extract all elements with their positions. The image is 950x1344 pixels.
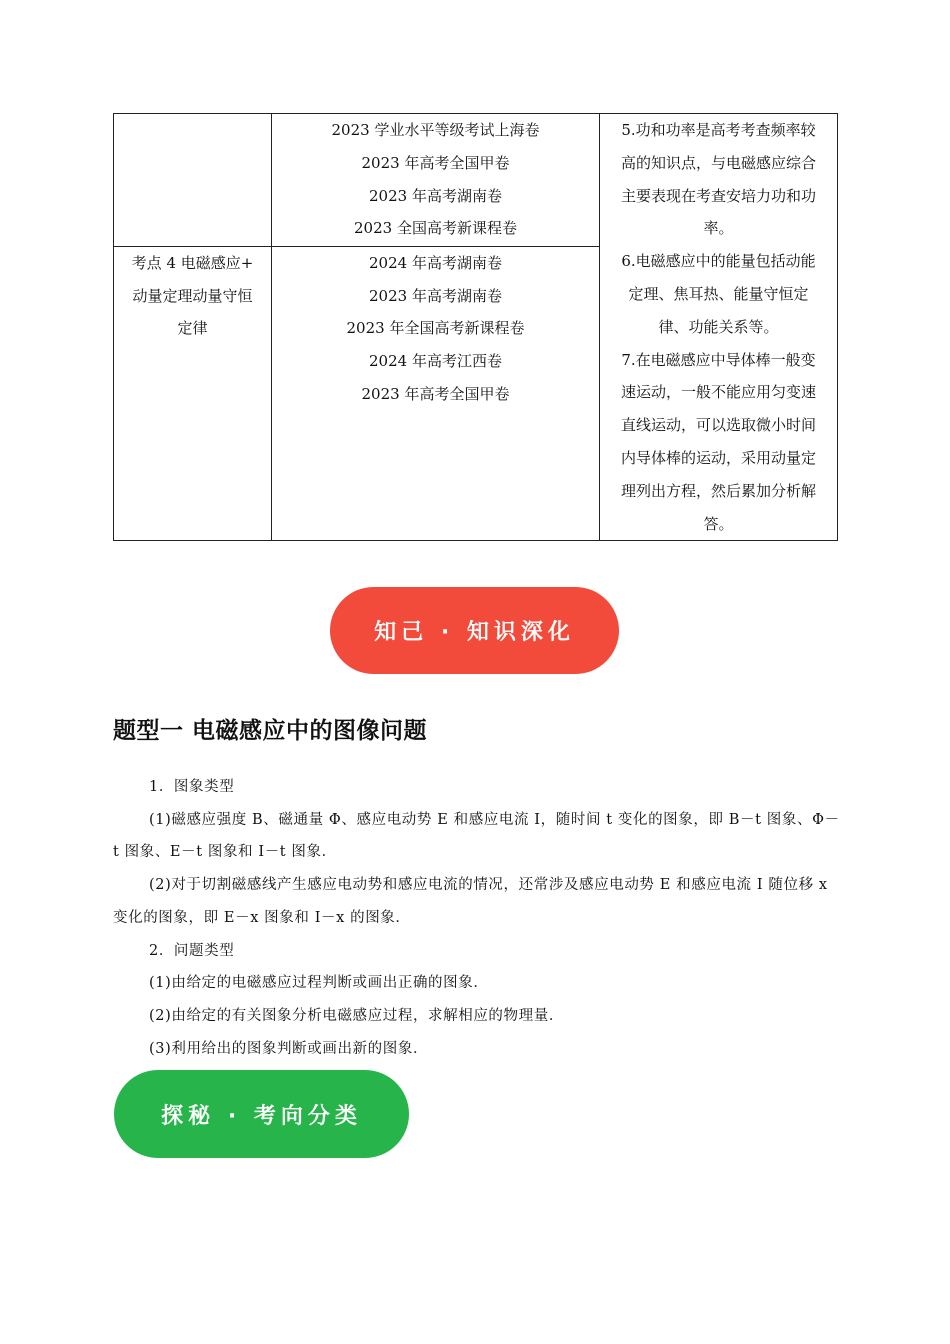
knowledge-banner-label: 知己 · 知识深化 [374,620,575,645]
paragraph: (1)由给定的电磁感应过程判断或画出正确的图象． [149,975,489,992]
note-line: 6.电磁感应中的能量包括动能 [621,252,816,271]
table-row [114,114,838,247]
section-body [113,771,843,1065]
note-line: 高的知识点，与电磁感应综合 [620,153,816,172]
note-line: 直线运动，可以选取微小时间 [620,416,816,435]
topic-cell [114,114,272,247]
topic-cell [114,246,272,541]
note-line: 率。 [703,219,734,238]
exam-analysis-table [113,113,838,541]
paragraph: (2)由给定的有关图象分析电磁感应过程，求解相应的物理量． [149,1007,564,1024]
note-line: 律、功能关系等。 [658,317,779,336]
topic-line: 考点 4 电磁感应+ [131,253,254,272]
section-title: 题型一 电磁感应中的图像问题 [113,718,428,744]
paragraph: (2)对于切割磁感线产生感应电动势和感应电流的情况，还常涉及感应电动势 E 和感应电流 I 随位移 x 变化的图象，即 E－x 图象和 I－x 的图象． [113,877,828,926]
paragraph: 1．图象类型 [149,779,235,795]
sources-cell [272,114,600,247]
source-item: 2023 年高考湖南卷 [369,186,502,205]
source-item: 2023 年全国高考新课程卷 [346,319,525,338]
topic-line: 动量定理动量守恒 [132,286,253,305]
topic-line: 定律 [177,319,208,338]
explore-banner [114,1070,409,1158]
knowledge-banner [330,587,619,674]
note-line: 5.功和功率是高考考查频率较 [621,121,816,139]
notes-cell [600,114,838,541]
explore-banner-label: 探秘 · 考向分类 [161,1103,362,1129]
note-line: 定理、焦耳热、能量守恒定 [628,284,809,303]
note-line: 7.在电磁感应中导体棒一般变 [621,350,816,369]
note-line: 速运动，一般不能应用匀变速 [620,383,816,402]
source-item: 2023 年高考湖南卷 [369,286,502,305]
note-line: 理列出方程，然后累加分析解 [620,481,816,500]
paragraph: (1)磁感应强度 B、磁通量 Φ、感应电动势 E 和感应电流 I，随时间 t 变化的图象，即 B－t 图象、Φ－t 图象、E－t 图象和 I－t 图象． [113,811,840,861]
sources-cell [272,246,600,541]
paragraph: (3)利用给出的图象判断或画出新的图象． [149,1040,429,1057]
note-line: 主要表现在考查安培力功和功 [620,186,816,205]
note-line: 内导体棒的运动，采用动量定 [620,448,816,467]
source-item: 2023 年高考全国甲卷 [361,153,510,172]
note-line: 答。 [703,514,734,533]
source-item: 2024 年高考江西卷 [369,352,502,371]
source-item: 2024 年高考湖南卷 [369,253,502,272]
paragraph: 2．问题类型 [149,942,235,959]
source-item: 2023 年高考全国甲卷 [361,385,510,404]
source-item: 2023 学业水平等级考试上海卷 [331,121,540,139]
source-item: 2023 全国高考新课程卷 [354,219,517,238]
